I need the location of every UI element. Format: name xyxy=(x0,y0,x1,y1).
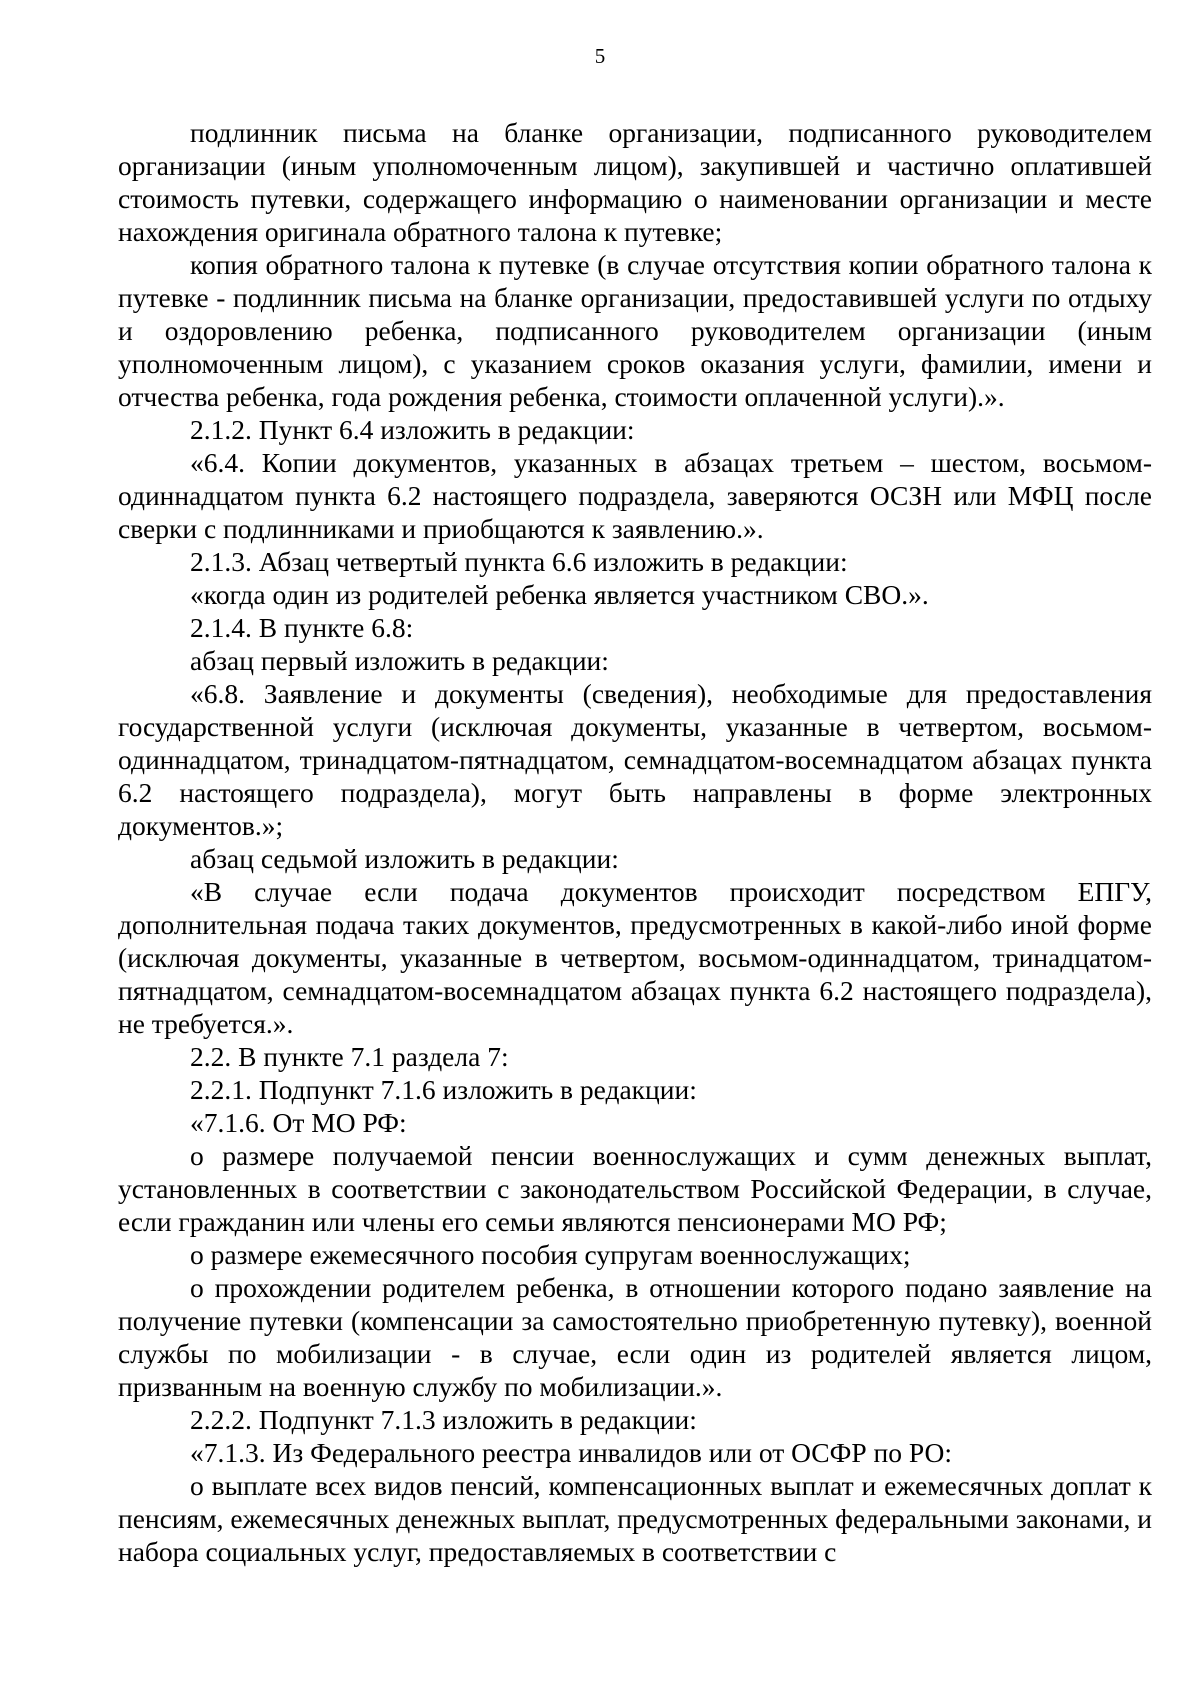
paragraph: «6.4. Копии документов, указанных в абзацах третьем – шестом, восьмом-одиннадцатом пункта 6.2 настоящего подраздела, заверяются ОСЗН или МФЦ после сверки с подлинниками и приобщаются к заявлению.». xyxy=(118,447,1152,544)
paragraph: о размере ежемесячного пособия супругам военнослужащих; xyxy=(190,1239,911,1270)
paragraph: подлинник письма на бланке организации, подписанного руководителем организации (иным уполномоченным лицом), закупившей и частично оплатившей стоимость путевки, содержащего информацию о наименовании организации и месте нахождения оригинала обратного талона к путевке; xyxy=(118,117,1152,247)
paragraph: о размере получаемой пенсии военнослужащих и сумм денежных выплат, установленных в соответствии с законодательством Российской Федерации, в случае, если гражданин или члены его семьи являются пенсионерами МО РФ; xyxy=(118,1140,1152,1237)
paragraph: «7.1.6. От МО РФ: xyxy=(190,1107,407,1138)
paragraph: 2.1.3. Абзац четвертый пункта 6.6 изложить в редакции: xyxy=(190,546,848,577)
paragraph: о прохождении родителем ребенка, в отношении которого подано заявление на получение путевки (компенсации за самостоятельно приобретенную путевку), военной службы по мобилизации - в случае, если один из родителей является лицом, призванным на военную службу по мобилизации.». xyxy=(118,1272,1152,1402)
page-number: 5 xyxy=(594,44,606,68)
paragraph: «6.8. Заявление и документы (сведения), необходимые для предоставления государственной услуги (исключая документы, указанные в четвертом, восьмом-одиннадцатом, тринадцатом-пятнадцатом, семнадцатом-восемнадцатом абзацах пункта 6.2 настоящего подраздела), могут быть направлены в форме электронных документов.»; xyxy=(118,678,1152,841)
paragraph: 2.2.2. Подпункт 7.1.3 изложить в редакции: xyxy=(190,1404,697,1435)
paragraph: «В случае если подача документов происходит посредством ЕПГУ, дополнительная подача таких документов, предусмотренных в какой-либо иной форме (исключая документы, указанные в четвертом, восьмом-одиннадцатом, тринадцатом-пятнадцатом, семнадцатом-восемнадцатом абзацах пункта 6.2 настоящего подраздела), не требуется.». xyxy=(118,876,1152,1039)
paragraph: 2.2.1. Подпункт 7.1.6 изложить в редакции: xyxy=(190,1074,697,1105)
document-body xyxy=(118,116,1152,1568)
paragraph: 2.1.4. В пункте 6.8: xyxy=(190,612,414,643)
paragraph: 2.1.2. Пункт 6.4 изложить в редакции: xyxy=(190,414,635,445)
paragraph: 2.2. В пункте 7.1 раздела 7: xyxy=(190,1041,509,1072)
paragraph: копия обратного талона к путевке (в случае отсутствия копии обратного талона к путевке - подлинник письма на бланке организации, предоставившей услуги по отдыху и оздоровлению ребенка, подписанного руководителем организации (иным уполномоченным лицом), с указанием сроков оказания услуги, фамилии, имени и отчества ребенка, года рождения ребенка, стоимости оплаченной услуги).». xyxy=(118,249,1152,412)
paragraph: о выплате всех видов пенсий, компенсационных выплат и ежемесячных доплат к пенсиям, ежемесячных денежных выплат, предусмотренных федеральными законами, и набора социальных услуг, предоставляемых в соответствии с xyxy=(118,1470,1152,1567)
paragraph: абзац седьмой изложить в редакции: xyxy=(190,843,619,874)
paragraph: «7.1.3. Из Федерального реестра инвалидов или от ОСФР по РО: xyxy=(190,1437,953,1468)
paragraph: абзац первый изложить в редакции: xyxy=(190,645,609,676)
paragraph: «когда один из родителей ребенка является участником СВО.». xyxy=(190,579,929,610)
